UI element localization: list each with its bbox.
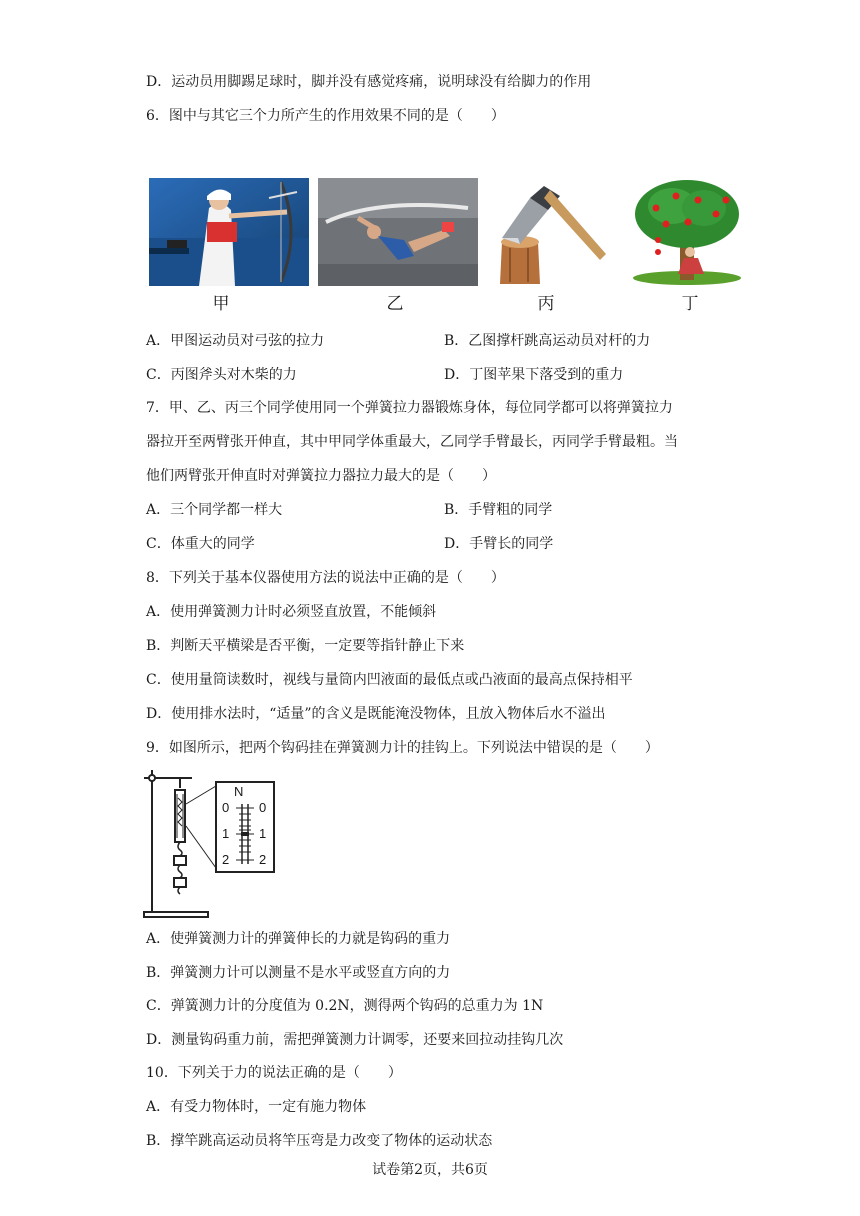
q10-option-a: A．有受力物体时，一定有施力物体 <box>146 1099 367 1115</box>
scale-right-2: 2 <box>259 852 267 867</box>
q6-option-d: D．丁图苹果下落受到的重力 <box>444 367 624 383</box>
spring-scale-diagram <box>142 764 282 920</box>
q6-stem: 6．图中与其它三个力所产生的作用效果不同的是（ ） <box>146 108 505 124</box>
q9-option-c: C．弹簧测力计的分度值为 0.2N，测得两个钩码的总重力为 1N <box>146 998 544 1014</box>
q9-option-d: D．测量钩码重力前，需把弹簧测力计调零，还要来回拉动挂钩几次 <box>146 1032 564 1048</box>
q8-stem: 8．下列关于基本仪器使用方法的说法中正确的是（ ） <box>146 570 505 586</box>
q9-stem: 9．如图所示，把两个钩码挂在弹簧测力计的挂钩上。下列说法中错误的是（ ） <box>146 740 659 756</box>
axe-wood-image <box>490 178 610 286</box>
scale-left-2: 2 <box>222 852 230 867</box>
scale-left-1: 1 <box>222 826 230 841</box>
q6-option-a: A．甲图运动员对弓弦的拉力 <box>146 333 325 349</box>
q7-option-d: D．手臂长的同学 <box>444 536 554 552</box>
caption-ding: 丁 <box>681 294 699 314</box>
q9-option-a: A．使弹簧测力计的弹簧伸长的力就是钩码的重力 <box>146 931 451 947</box>
pole-vault-photo <box>318 178 478 286</box>
caption-yi: 乙 <box>386 294 404 314</box>
q7-option-c: C．体重大的同学 <box>146 536 255 552</box>
q6-option-c: C．丙图斧头对木柴的力 <box>146 367 297 383</box>
q7-stem-line3: 他们两臂张开伸直时对弹簧拉力器拉力最大的是（ ） <box>146 468 496 484</box>
q10-stem: 10．下列关于力的说法正确的是（ ） <box>146 1065 402 1081</box>
scale-right-1: 1 <box>259 826 267 841</box>
archer-photo <box>149 178 309 286</box>
q7-option-b: B．手臂粗的同学 <box>444 502 553 518</box>
q5-option-d: D．运动员用脚踢足球时，脚并没有感觉疼痛，说明球没有给脚力的作用 <box>146 74 592 90</box>
scale-right-0: 0 <box>259 800 267 815</box>
q7-stem-line1: 7．甲、乙、丙三个同学使用同一个弹簧拉力器锻炼身体，每位同学都可以将弹簧拉力 <box>146 400 673 416</box>
q8-option-b: B．判断天平横梁是否平衡，一定要等指针静止下来 <box>146 638 465 654</box>
page-footer: 试卷第2页，共6页 <box>372 1162 488 1178</box>
scale-left-0: 0 <box>222 800 230 815</box>
apple-tree-image <box>632 178 742 286</box>
q9-option-b: B．弹簧测力计可以测量不是水平或竖直方向的力 <box>146 965 451 981</box>
q10-option-b: B．撑竿跳高运动员将竿压弯是力改变了物体的运动状态 <box>146 1133 493 1149</box>
caption-bing: 丙 <box>537 294 555 314</box>
q7-option-a: A．三个同学都一样大 <box>146 502 283 518</box>
caption-jia: 甲 <box>212 294 230 314</box>
scale-unit-label: N <box>234 784 244 799</box>
q7-stem-line2: 器拉开至两臂张开伸直，其中甲同学体重最大，乙同学手臂最长，丙同学手臂最粗。当 <box>146 434 678 450</box>
q8-option-a: A．使用弹簧测力计时必须竖直放置，不能倾斜 <box>146 604 437 620</box>
q8-option-d: D．使用排水法时，“适量”的含义是既能淹没物体，且放入物体后水不溢出 <box>146 706 606 722</box>
q6-option-b: B．乙图撑杆跳高运动员对杆的力 <box>444 333 651 349</box>
q8-option-c: C．使用量筒读数时，视线与量筒内凹液面的最低点或凸液面的最高点保持相平 <box>146 672 633 688</box>
